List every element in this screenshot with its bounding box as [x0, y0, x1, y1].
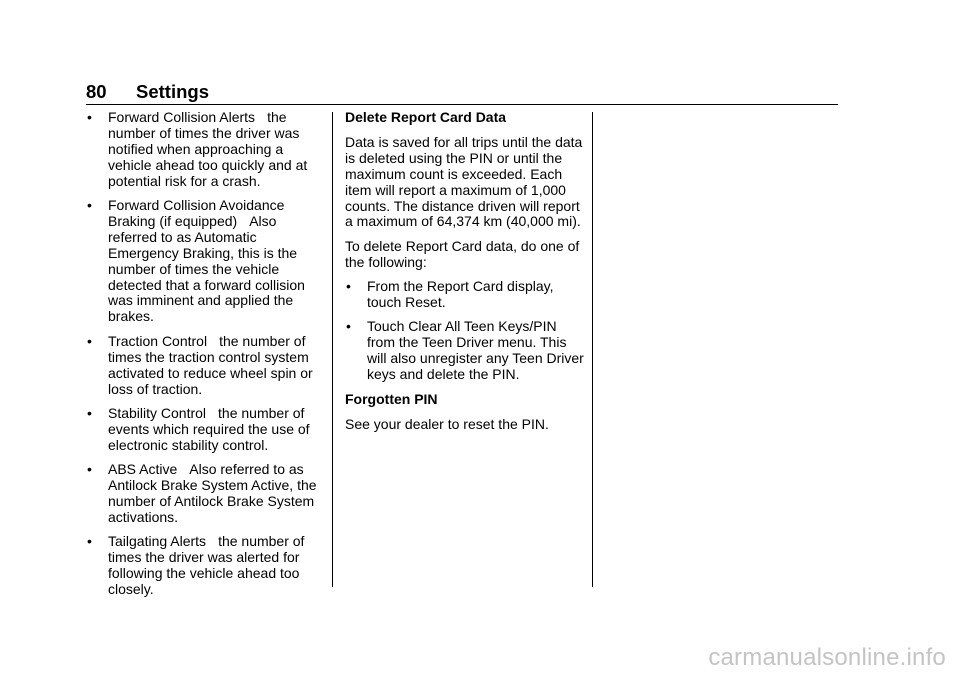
item-term: Forward Collision Alerts	[108, 109, 256, 125]
item-term: Stability Control	[108, 404, 207, 421]
item-text: the number of times the driver was notified when approaching a vehicle ahead too quickly and at potential risk for a crash.	[108, 109, 308, 189]
list-item-stability-control	[86, 406, 326, 454]
bullet-icon: •	[87, 197, 92, 214]
item-term: ABS Active	[108, 461, 178, 478]
item-term: Traction Control	[108, 332, 208, 349]
bullet-icon: •	[346, 318, 351, 335]
bullet-icon: •	[87, 109, 92, 125]
delete-report-card-intro: To delete Report Card data, do one of the following:	[345, 237, 580, 270]
list-item-forward-collision-avoidance-braking	[86, 198, 326, 325]
list-item-delete-step	[345, 279, 585, 311]
page-header	[86, 80, 838, 105]
item-term: Forward Collision Avoidance Braking (if equipped)	[108, 197, 285, 229]
bullet-icon: •	[87, 332, 92, 349]
middle-column	[345, 110, 585, 441]
item-text: Also referred to as Automatic Emergency Braking, this is the number of times the vehicle detected that a forward collision was imminent and applied the brakes.	[108, 212, 305, 325]
item-text: the number of times the traction control system activated to reduce wheel spin or loss of traction.	[108, 332, 313, 397]
list-item-delete-step	[345, 319, 585, 383]
list-item-abs-active	[86, 462, 326, 526]
column-divider	[332, 112, 333, 587]
column-divider	[592, 112, 593, 587]
left-column	[86, 110, 326, 606]
step-text: From the Report Card display, touch Reset.	[367, 278, 554, 311]
item-text: the number of times the driver was alerted for following the vehicle ahead too closely.	[108, 533, 305, 597]
delete-report-card-heading: Delete Report Card Data	[345, 109, 507, 125]
delete-report-card-paragraph: Data is saved for all trips until the data is deleted using the PIN or until the maximum count is exceeded. Each item will report a maximum of 1,000 counts. The distance driven will report a maximum of 64,374 km (40,000 mi).	[345, 133, 583, 230]
list-item-traction-control	[86, 334, 326, 398]
item-text: Also referred to as Antilock Brake System Active, the number of Antilock Brake System activations.	[108, 461, 317, 525]
item-term: Tailgating Alerts	[108, 533, 207, 550]
list-item-forward-collision-alerts	[86, 110, 326, 190]
watermark: carmanualsonline.info	[708, 644, 946, 671]
forgotten-pin-heading: Forgotten PIN	[345, 390, 438, 407]
item-text: the number of events which required the use of electronic stability control.	[108, 404, 310, 453]
bullet-icon: •	[87, 404, 92, 421]
bullet-icon: •	[346, 278, 351, 295]
page-number: 80	[86, 81, 107, 102]
section-title: Settings	[136, 81, 209, 102]
forgotten-pin-paragraph: See your dealer to reset the PIN.	[345, 415, 549, 432]
bullet-icon: •	[87, 461, 92, 478]
step-text: Touch Clear All Teen Keys/PIN from the Teen Driver menu. This will also unregister any Teen Driver keys and delete the PIN.	[367, 318, 584, 383]
bullet-icon: •	[87, 533, 92, 550]
list-item-tailgating-alerts	[86, 534, 326, 598]
